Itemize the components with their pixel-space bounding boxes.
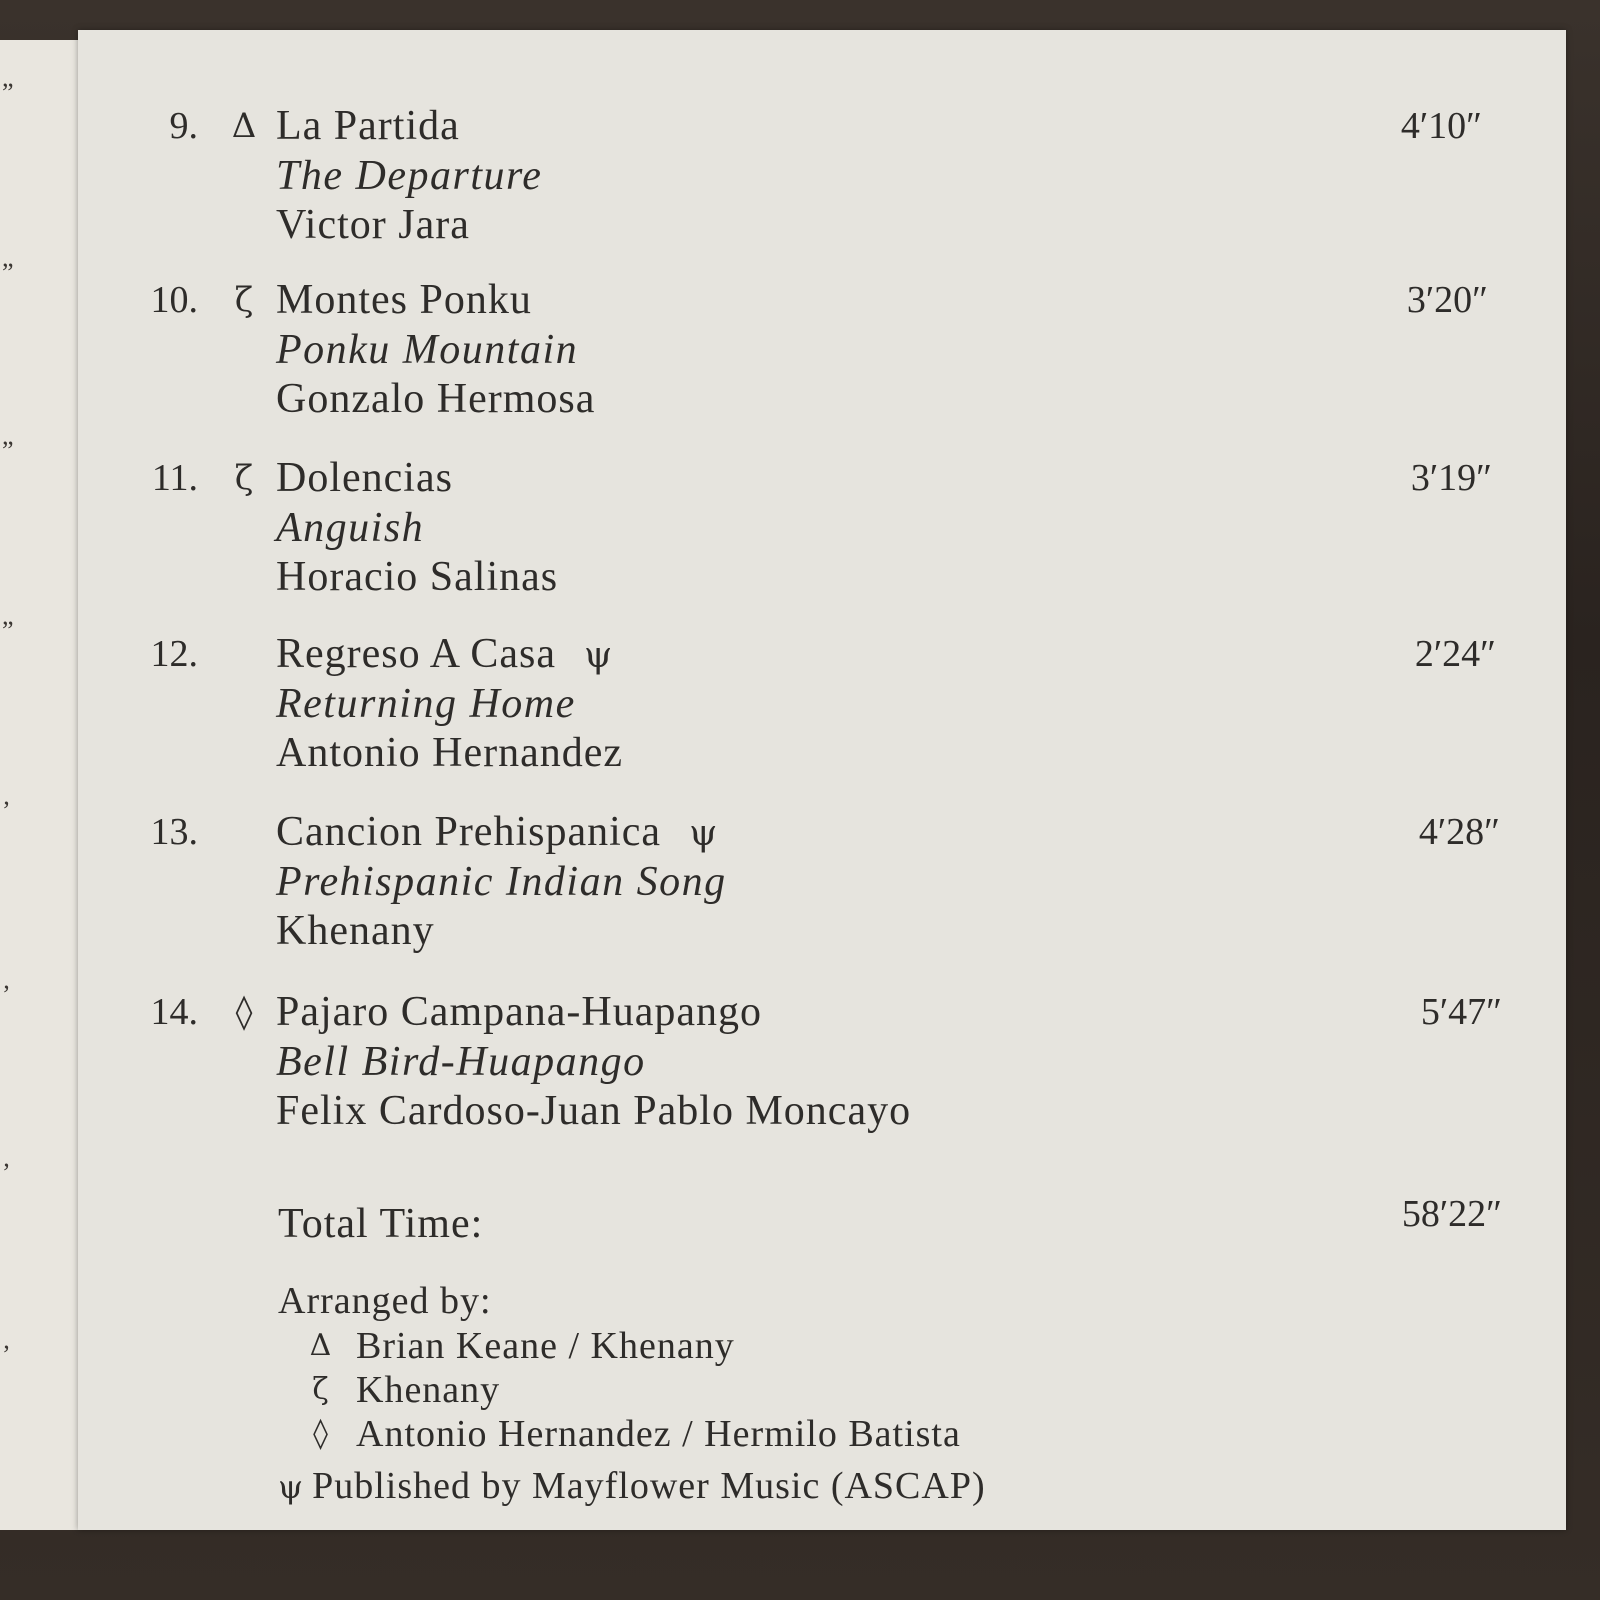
track-number: 13. xyxy=(150,811,198,853)
track-duration: 3′20″ xyxy=(1406,279,1488,321)
track-arranger-symbol: ζ xyxy=(234,458,254,498)
left-page-mark: ” xyxy=(2,78,14,107)
total-time-row xyxy=(78,1190,1566,1250)
track-arranger-symbol: Δ xyxy=(231,106,257,146)
track-entry xyxy=(78,630,1566,790)
publisher-symbol: ψ xyxy=(689,813,719,854)
publisher-symbol: ψ xyxy=(278,1468,305,1506)
track-title xyxy=(276,102,460,150)
track-title-text: Cancion Prehispanica xyxy=(276,809,662,855)
track-number: 12. xyxy=(150,633,198,675)
arranger-item xyxy=(278,1368,1378,1412)
track-title xyxy=(276,276,532,324)
track-duration: 2′24″ xyxy=(1414,633,1496,675)
left-page-mark: ” xyxy=(2,616,14,645)
arranger-credits xyxy=(278,1278,1378,1456)
track-duration: 3′19″ xyxy=(1410,457,1492,499)
left-page-mark: ’ xyxy=(2,796,11,825)
arranger-name: Khenany xyxy=(356,1369,501,1411)
track-title xyxy=(276,808,718,858)
track-composer: Victor Jara xyxy=(276,202,470,248)
left-page-mark: ’ xyxy=(2,1340,11,1369)
total-time-label: Total Time: xyxy=(278,1201,484,1247)
track-translation: The Departure xyxy=(276,153,543,199)
left-page-mark: ’ xyxy=(2,980,11,1009)
track-title-text: Pajaro Campana-Huapango xyxy=(276,989,763,1035)
left-page-mark: ” xyxy=(2,436,14,465)
arranged-by-heading: Arranged by: xyxy=(278,1280,492,1322)
publisher-note xyxy=(278,1462,986,1511)
tracklist xyxy=(78,30,1566,1530)
track-number: 11. xyxy=(151,457,198,499)
track-duration: 5′47″ xyxy=(1420,991,1502,1033)
arranger-name: Brian Keane / Khenany xyxy=(356,1325,735,1367)
track-translation: Anguish xyxy=(276,505,425,551)
total-time-value: 58′22″ xyxy=(1401,1193,1502,1235)
track-title-text: La Partida xyxy=(276,103,460,149)
track-duration: 4′10″ xyxy=(1400,105,1482,147)
track-title-text: Regreso A Casa xyxy=(276,631,556,677)
publisher-symbol: ψ xyxy=(583,635,614,676)
arranger-symbol: Δ xyxy=(309,1328,333,1363)
track-composer: Antonio Hernandez xyxy=(276,730,624,776)
arranger-symbol: ◊ xyxy=(313,1416,329,1451)
arranger-symbol: ζ xyxy=(312,1372,330,1407)
track-translation: Returning Home xyxy=(276,681,576,727)
track-entry xyxy=(78,808,1566,968)
track-entry xyxy=(78,988,1566,1148)
booklet-page xyxy=(78,30,1566,1530)
track-translation: Prehispanic Indian Song xyxy=(276,859,727,905)
track-number: 14. xyxy=(150,991,198,1033)
track-composer: Khenany xyxy=(276,908,435,954)
track-number: 9. xyxy=(169,105,198,147)
track-translation: Bell Bird-Huapango xyxy=(276,1039,646,1085)
track-title xyxy=(276,630,613,680)
track-composer: Felix Cardoso-Juan Pablo Moncayo xyxy=(276,1088,912,1134)
arranger-item xyxy=(278,1324,1378,1368)
track-title-text: Montes Ponku xyxy=(276,277,532,323)
track-title xyxy=(276,988,762,1036)
publisher-text: Published by Mayflower Music (ASCAP) xyxy=(312,1465,986,1507)
left-page-mark: ’ xyxy=(2,1158,11,1187)
left-page-mark: ” xyxy=(2,258,14,287)
track-title-text: Dolencias xyxy=(276,455,453,501)
track-number: 10. xyxy=(150,279,198,321)
track-duration: 4′28″ xyxy=(1418,811,1500,853)
track-composer: Horacio Salinas xyxy=(276,554,559,600)
track-arranger-symbol: ◊ xyxy=(235,992,253,1032)
arranger-item xyxy=(278,1412,1378,1456)
track-entry xyxy=(78,454,1566,614)
track-entry xyxy=(78,102,1566,262)
track-title xyxy=(276,454,453,502)
track-composer: Gonzalo Hermosa xyxy=(276,376,596,422)
track-arranger-symbol: ζ xyxy=(234,280,254,320)
arranger-name: Antonio Hernandez / Hermilo Batista xyxy=(356,1413,961,1455)
left-page-edge xyxy=(0,40,85,1530)
track-entry xyxy=(78,276,1566,436)
track-translation: Ponku Mountain xyxy=(276,327,579,373)
